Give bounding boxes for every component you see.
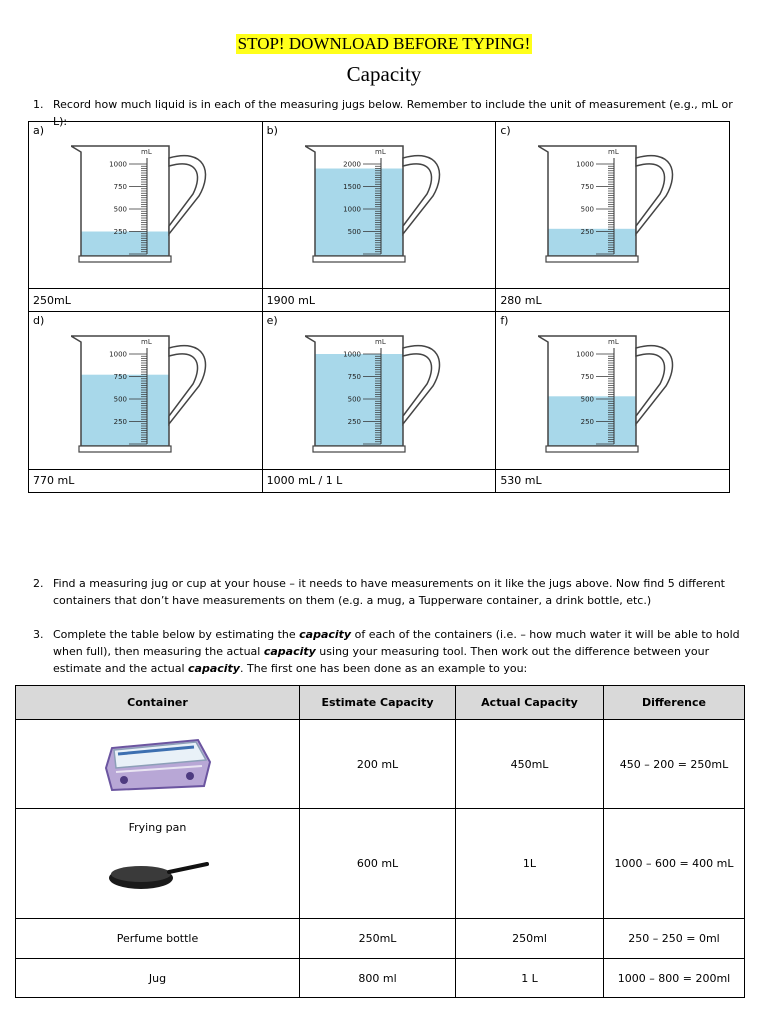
difference-cell[interactable]: 1000 – 800 = 200ml bbox=[604, 959, 745, 998]
table-row bbox=[16, 720, 745, 809]
answer-field-f[interactable]: 530 mL bbox=[496, 469, 730, 492]
jug-cell-f bbox=[496, 312, 730, 469]
jug-label: b) bbox=[266, 124, 278, 137]
unit-label: mL bbox=[141, 148, 152, 156]
jug-label: a) bbox=[33, 124, 45, 137]
column-header: Container bbox=[16, 686, 300, 720]
difference-cell[interactable]: 250 – 250 = 0ml bbox=[604, 919, 745, 959]
measuring-jug-image bbox=[71, 138, 221, 279]
question-3 bbox=[33, 626, 740, 678]
estimate-cell[interactable]: 800 ml bbox=[300, 959, 456, 998]
jug-drawing bbox=[71, 138, 221, 276]
unit-label: mL bbox=[374, 338, 386, 347]
answer-field-a[interactable]: 250mL bbox=[29, 289, 263, 312]
measuring-jug-image bbox=[71, 328, 221, 469]
answer-field-e[interactable]: 1000 mL / 1 L bbox=[262, 469, 496, 492]
table-row bbox=[16, 809, 745, 919]
container-name[interactable]: Perfume bottle bbox=[16, 919, 300, 959]
tick-label: 250 bbox=[347, 418, 361, 427]
tick-label: 1500 bbox=[342, 183, 361, 191]
sandwich-container-image bbox=[98, 728, 218, 798]
tick-label: 500 bbox=[113, 205, 127, 214]
warning-banner: STOP! DOWNLOAD BEFORE TYPING! bbox=[237, 34, 531, 53]
page-title: Capacity bbox=[346, 62, 422, 86]
tick-label: 1000 bbox=[576, 350, 595, 359]
tick-label: 250 bbox=[113, 228, 127, 236]
capacity-table bbox=[15, 685, 745, 998]
actual-cell[interactable]: 1L bbox=[456, 809, 604, 919]
tick-label: 1000 bbox=[342, 205, 361, 214]
column-header: Actual Capacity bbox=[456, 686, 604, 720]
tick-label: 1000 bbox=[342, 350, 361, 359]
difference-cell[interactable]: 1000 – 600 = 400 mL bbox=[604, 809, 745, 919]
jug-cell-e bbox=[262, 312, 496, 469]
answer-field-b[interactable]: 1900 mL bbox=[262, 289, 496, 312]
water-level bbox=[81, 375, 169, 446]
question-number: 3. bbox=[33, 628, 44, 641]
unit-label: mL bbox=[608, 338, 620, 347]
question-text: Find a measuring jug or cup at your house – it needs to have measurements on it like the jugs above. Now find 5 different containers that don’t have measurements on them (e.g. a mug, a Tupperware container, a drink bottle, etc.) bbox=[53, 577, 725, 607]
tick-label: 750 bbox=[580, 373, 595, 382]
jug-drawing bbox=[305, 138, 455, 276]
estimate-cell[interactable]: 200 mL bbox=[300, 720, 456, 809]
tick-label: 250 bbox=[580, 418, 595, 427]
question-number: 1. bbox=[33, 98, 44, 111]
jug-label: e) bbox=[266, 314, 278, 328]
question-text: Record how much liquid is in each of the measuring jugs below. Remember to include the unit of measurement (e.g., mL or L): bbox=[53, 98, 733, 128]
column-header: Difference bbox=[604, 686, 745, 720]
frying-pan-image bbox=[103, 844, 213, 904]
table-row bbox=[16, 919, 745, 959]
jug-drawing bbox=[538, 328, 688, 466]
tick-label: 250 bbox=[580, 228, 595, 236]
unit-label: mL bbox=[608, 148, 620, 156]
jug-label: d) bbox=[33, 314, 45, 328]
jug-cell-b bbox=[262, 122, 496, 289]
question-number: 2. bbox=[33, 577, 44, 590]
answer-field-d[interactable]: 770 mL bbox=[29, 469, 263, 492]
tick-label: 2000 bbox=[342, 160, 361, 169]
question-2 bbox=[33, 575, 733, 611]
tick-label: 1000 bbox=[109, 160, 127, 169]
measuring-jug-image bbox=[305, 138, 455, 279]
jug-drawing bbox=[71, 328, 221, 466]
tick-label: 750 bbox=[113, 183, 127, 191]
tick-label: 500 bbox=[347, 228, 361, 236]
jug-label: f) bbox=[500, 314, 509, 328]
tick-label: 1000 bbox=[109, 350, 127, 359]
unit-label: mL bbox=[141, 338, 152, 347]
container-cell bbox=[16, 720, 300, 809]
jug-label: c) bbox=[500, 124, 511, 137]
jug-cell-a bbox=[29, 122, 263, 289]
tick-label: 750 bbox=[113, 373, 127, 382]
jug-drawing bbox=[305, 328, 455, 466]
jug-cell-c bbox=[496, 122, 730, 289]
actual-cell[interactable]: 250ml bbox=[456, 919, 604, 959]
tick-label: 750 bbox=[580, 183, 595, 191]
tick-label: 500 bbox=[113, 395, 127, 404]
actual-cell[interactable]: 1 L bbox=[456, 959, 604, 998]
tick-label: 250 bbox=[113, 418, 127, 427]
tick-label: 750 bbox=[347, 373, 361, 382]
tick-label: 500 bbox=[580, 395, 595, 404]
measuring-jug-image bbox=[305, 328, 455, 469]
measuring-jug-image bbox=[538, 138, 688, 279]
measuring-jug-image bbox=[538, 328, 688, 469]
difference-cell[interactable]: 450 – 200 = 250mL bbox=[604, 720, 745, 809]
tick-label: 500 bbox=[347, 395, 361, 404]
estimate-cell[interactable]: 250mL bbox=[300, 919, 456, 959]
answer-field-c[interactable]: 280 mL bbox=[496, 289, 730, 312]
jug-cell-d bbox=[29, 312, 263, 469]
container-name[interactable]: Frying pan bbox=[128, 820, 187, 834]
tick-label: 500 bbox=[580, 205, 595, 214]
actual-cell[interactable]: 450mL bbox=[456, 720, 604, 809]
table-row bbox=[16, 959, 745, 998]
jug-drawing bbox=[538, 138, 688, 276]
column-header: Estimate Capacity bbox=[300, 686, 456, 720]
measuring-jugs-table bbox=[28, 121, 730, 493]
container-name[interactable]: Jug bbox=[16, 959, 300, 998]
container-cell bbox=[16, 809, 300, 919]
estimate-cell[interactable]: 600 mL bbox=[300, 809, 456, 919]
unit-label: mL bbox=[374, 148, 386, 156]
question-text: Complete the table below by estimating the capacity of each of the containers (i.e. – how much water it will be able to hold when full), then measuring the actual capacity using your measuring tool. Then work out the difference between your estimate and the actual capacity. The first one has been done as an example to you: bbox=[53, 628, 740, 675]
tick-label: 1000 bbox=[576, 160, 595, 169]
